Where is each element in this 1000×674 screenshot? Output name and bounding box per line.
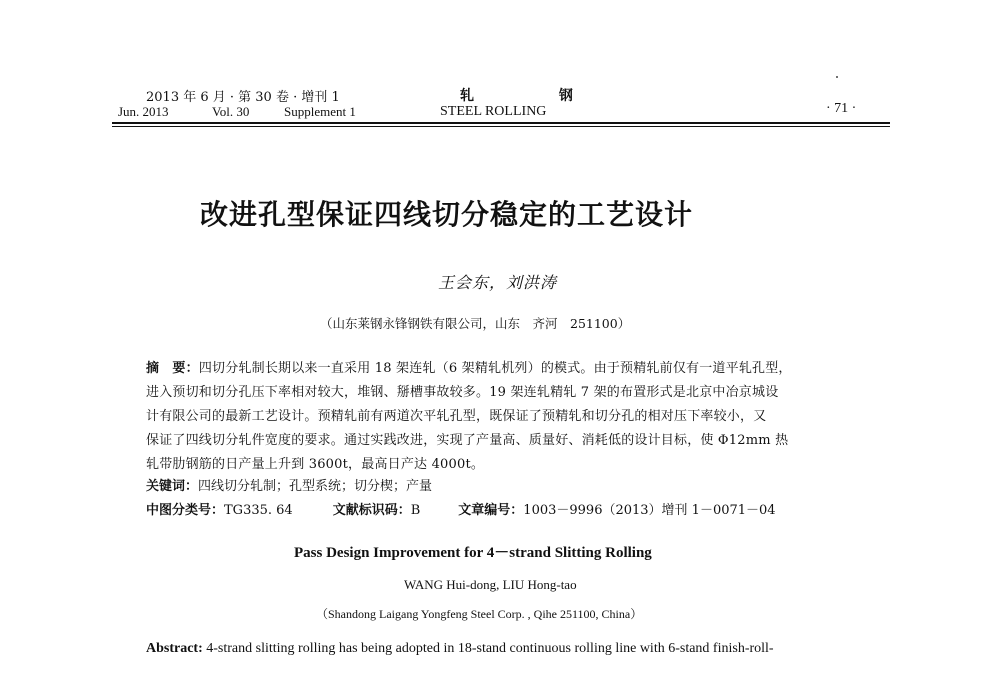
header-rule-thick bbox=[112, 122, 890, 124]
keywords-cn bbox=[146, 475, 432, 494]
abstract-cn-line-5: 轧带肋钢筋的日产量上升到 3600t，最高日产达 4000t。 bbox=[146, 457, 485, 472]
header-rule-thin bbox=[112, 126, 890, 127]
classification-line bbox=[146, 499, 776, 518]
issue-cn: 2013 年 6 月 · 第 30 卷 · 增刊 1 bbox=[146, 90, 340, 105]
issue-volume: Vol. 30 bbox=[212, 104, 250, 119]
doc-code-label: 文献标识码： bbox=[332, 503, 411, 518]
abstract-cn-line-2: 进入预切和切分孔压下率相对较大，堆钢、掰槽事故较多。19 架连轧精轧 7 架的布置形式是北京中冶京城设 bbox=[146, 385, 779, 400]
article-no-label: 文章编号： bbox=[458, 503, 524, 518]
abstract-cn-line-3: 计有限公司的最新工艺设计。预精轧前有两道次平轧孔型，既保证了预精轧和切分孔的相对压下率较小，又 bbox=[146, 409, 767, 424]
paper-title-cn: 改进孔型保证四线切分稳定的工艺设计 bbox=[200, 198, 694, 231]
journal-title-cn: 轧 钢 bbox=[460, 88, 613, 104]
affiliation-en: （Shandong Laigang Yongfeng Steel Corp. , Qihe 251100, China） bbox=[316, 607, 643, 621]
abstract-cn-line-1: 摘 要：四切分轧制长期以来一直采用 18 架连轧（6 架精轧机列）的模式。由于预精轧前仅有一道平轧孔型， bbox=[146, 361, 792, 376]
abstract-en-line-1: Abstract: 4-strand slitting rolling has being adopted in 18-stand continuous rolling line with 6-stand finish-roll- bbox=[146, 641, 774, 656]
keywords-cn-value: 四线切分轧制；孔型系统；切分楔；产量 bbox=[198, 479, 433, 494]
page-number: · 71 · bbox=[826, 101, 857, 116]
clc-label: 中图分类号： bbox=[146, 503, 225, 518]
affiliation-cn: （山东莱钢永锋钢铁有限公司，山东 齐河 251100） bbox=[320, 316, 631, 331]
issue-supplement: Supplement 1 bbox=[284, 104, 356, 119]
authors-en: WANG Hui-dong, LIU Hong-tao bbox=[404, 577, 577, 592]
authors-cn: 王会东，刘洪涛 bbox=[438, 273, 558, 292]
article-no-value: 1003－9996（2013）增刊 1－0071－04 bbox=[523, 503, 776, 518]
abstract-cn-line-4: 保证了四线切分轧件宽度的要求。通过实践改进，实现了产量高、质量好、消耗低的设计目标，使 Φ12mm 热 bbox=[146, 433, 789, 448]
issue-month: Jun. 2013 bbox=[118, 104, 169, 119]
doc-code-value: B bbox=[410, 503, 421, 518]
journal-title-en: STEEL ROLLING bbox=[440, 104, 547, 119]
abstract-cn-label: 摘 要： bbox=[146, 361, 199, 376]
abstract-en-label: Abstract: bbox=[146, 641, 203, 656]
paper-title-en: Pass Design Improvement for 4－strand Slitting Rolling bbox=[294, 545, 652, 561]
clc-value: TG335. 64 bbox=[224, 503, 293, 518]
keywords-cn-label: 关键词： bbox=[146, 479, 199, 494]
scan-speck bbox=[836, 76, 838, 78]
